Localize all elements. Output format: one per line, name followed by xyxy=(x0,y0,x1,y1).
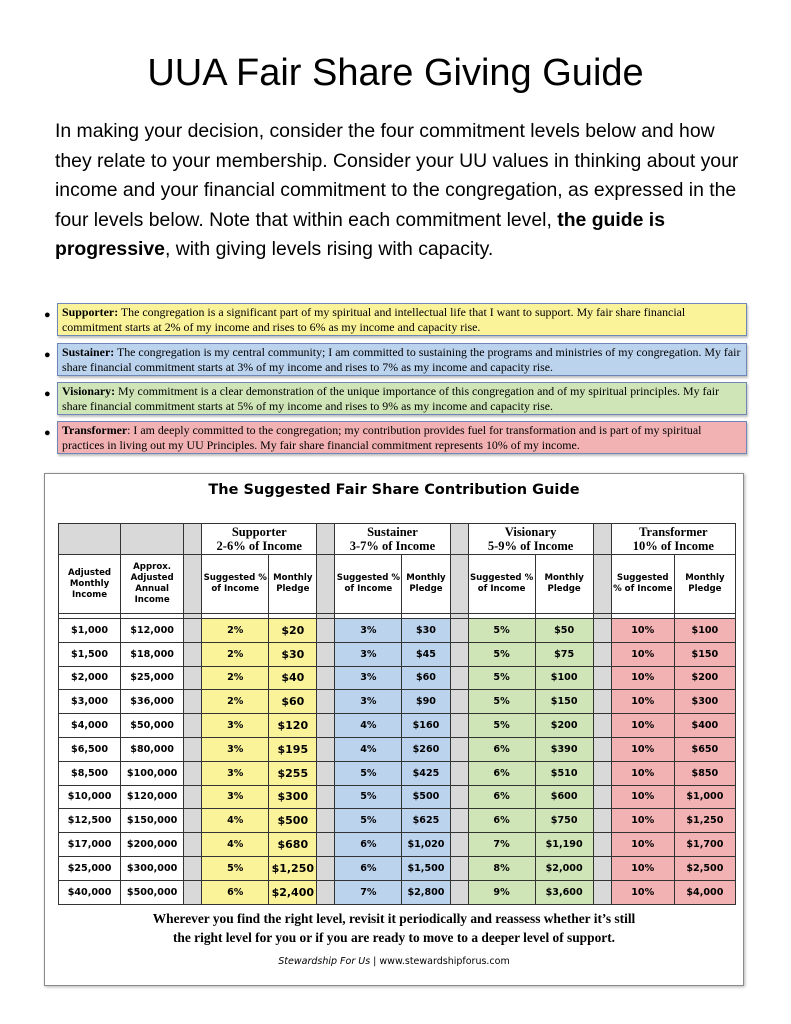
col-header-pct: Suggested % of Income xyxy=(611,555,674,614)
table-cell: 4% xyxy=(335,737,402,761)
gap-cell xyxy=(450,880,468,904)
intro-text-2: , with giving levels rising with capacity. xyxy=(164,238,494,260)
table-cell: $300 xyxy=(674,690,735,714)
gap-cell xyxy=(317,666,335,690)
table-row xyxy=(59,690,736,714)
table-cell: 3% xyxy=(335,690,402,714)
gap-cell xyxy=(184,524,202,555)
level-name: Supporter: xyxy=(62,305,119,319)
table-cell: $80,000 xyxy=(121,737,184,761)
table-cell: $200 xyxy=(535,714,593,738)
table-cell: 5% xyxy=(468,714,535,738)
credit-name: Stewardship For Us xyxy=(278,956,371,967)
table-cell: 3% xyxy=(202,714,269,738)
table-cell: $17,000 xyxy=(59,833,121,857)
gap-cell xyxy=(317,619,335,643)
level-sustainer xyxy=(57,343,747,376)
table-cell: 6% xyxy=(202,880,269,904)
table-cell: $680 xyxy=(269,833,317,857)
level-description: My commitment is a clear demonstration of the unique importance of this congregation and of my spiritual principles. My fair share financial commitment starts at 5% of my income and rises to 9% as my income and capacity rise. xyxy=(62,384,720,413)
table-cell: $30 xyxy=(402,619,450,643)
table-row xyxy=(59,809,736,833)
table-cell: $3,600 xyxy=(535,880,593,904)
column-header-row xyxy=(59,555,736,614)
gap-cell xyxy=(593,880,611,904)
gap-cell xyxy=(593,856,611,880)
level-transformer xyxy=(57,421,747,454)
gap-cell xyxy=(450,737,468,761)
table-cell: $100,000 xyxy=(121,761,184,785)
table-cell: $75 xyxy=(535,642,593,666)
col-header-annual-income: Approx. Adjusted Annual Income xyxy=(121,555,184,614)
group-header-visionary: Visionary 5-9% of Income xyxy=(468,524,593,555)
table-cell: 4% xyxy=(202,809,269,833)
table-cell: 6% xyxy=(468,761,535,785)
gap-cell xyxy=(317,690,335,714)
gap-cell xyxy=(450,690,468,714)
gap-cell xyxy=(317,642,335,666)
table-cell: 3% xyxy=(202,761,269,785)
guide-title: The Suggested Fair Share Contribution Guide xyxy=(208,482,580,498)
gap-cell xyxy=(593,690,611,714)
table-cell: $850 xyxy=(674,761,735,785)
gap-cell xyxy=(593,524,611,555)
table-cell: $10,000 xyxy=(59,785,121,809)
table-cell: $160 xyxy=(402,714,450,738)
gap-cell xyxy=(593,619,611,643)
table-cell: $50 xyxy=(535,619,593,643)
gap-cell xyxy=(317,555,335,614)
table-row xyxy=(59,642,736,666)
table-row xyxy=(59,880,736,904)
table-cell: $1,500 xyxy=(402,856,450,880)
gap-cell xyxy=(450,619,468,643)
gap-cell xyxy=(184,761,202,785)
table-cell: 3% xyxy=(335,619,402,643)
footer-line-2: the right level for you or if you are ready to move to a deeper level of support. xyxy=(172,929,616,945)
table-cell: $2,400 xyxy=(269,880,317,904)
table-cell: 2% xyxy=(202,619,269,643)
intro-text-1: In making your decision, consider the four commitment levels below and how they relate to your membership. Consider your UU values in thinking about your income and your financial commitment to the congregation, as expressed in the four levels below. Note that within each commitment level, xyxy=(55,120,739,231)
table-row xyxy=(59,714,736,738)
col-header-pledge: Monthly Pledge xyxy=(674,555,735,614)
table-cell: 4% xyxy=(202,833,269,857)
gap-cell xyxy=(317,761,335,785)
table-cell: 5% xyxy=(335,761,402,785)
col-header-pledge: Monthly Pledge xyxy=(269,555,317,614)
gap-cell xyxy=(593,809,611,833)
table-cell: 10% xyxy=(611,856,674,880)
table-cell: $150 xyxy=(535,690,593,714)
gap-cell xyxy=(184,856,202,880)
gap-cell xyxy=(593,714,611,738)
table-cell: 2% xyxy=(202,666,269,690)
table-cell: $18,000 xyxy=(121,642,184,666)
table-cell: 5% xyxy=(468,690,535,714)
table-cell: $500 xyxy=(269,809,317,833)
gap-cell xyxy=(184,737,202,761)
table-cell: 5% xyxy=(468,666,535,690)
table-cell: $50,000 xyxy=(121,714,184,738)
table-cell: $6,500 xyxy=(59,737,121,761)
gap-cell xyxy=(450,714,468,738)
guide-table xyxy=(58,523,736,905)
table-row xyxy=(59,833,736,857)
table-cell: 4% xyxy=(335,714,402,738)
group-header-supporter: Supporter 2-6% of Income xyxy=(202,524,317,555)
table-cell: $40,000 xyxy=(59,880,121,904)
table-cell: 6% xyxy=(335,856,402,880)
col-header-adjusted-income: Adjusted Monthly Income xyxy=(59,555,121,614)
table-cell: $3,000 xyxy=(59,690,121,714)
gap-cell xyxy=(593,642,611,666)
gap-cell xyxy=(317,809,335,833)
col-header-pledge: Monthly Pledge xyxy=(402,555,450,614)
table-cell: $4,000 xyxy=(674,880,735,904)
table-cell: 10% xyxy=(611,714,674,738)
gap-cell xyxy=(593,666,611,690)
page-title: UUA Fair Share Giving Guide xyxy=(147,52,644,94)
table-cell: $600 xyxy=(535,785,593,809)
gap-cell xyxy=(450,666,468,690)
gap-cell xyxy=(184,809,202,833)
gap-cell xyxy=(184,666,202,690)
level-description: : I am deeply committed to the congregation; my contribution provides fuel for transformation and is part of my spiritual practices in living out my UU Principles. My fair share financial commitment represents 10% of my income. xyxy=(62,423,702,452)
table-row xyxy=(59,619,736,643)
table-cell: $2,800 xyxy=(402,880,450,904)
table-cell: $150 xyxy=(674,642,735,666)
guide-footer xyxy=(45,910,743,947)
intro-bold-text: the guide is progressive xyxy=(55,208,665,260)
bullet-icon: ● xyxy=(44,349,51,361)
table-row xyxy=(59,737,736,761)
table-cell: $100 xyxy=(535,666,593,690)
table-cell: $300 xyxy=(269,785,317,809)
table-cell: 10% xyxy=(611,737,674,761)
table-cell: $4,000 xyxy=(59,714,121,738)
table-cell: 10% xyxy=(611,690,674,714)
gap-cell xyxy=(450,785,468,809)
table-cell: $20 xyxy=(269,619,317,643)
table-cell: $8,500 xyxy=(59,761,121,785)
table-cell: 6% xyxy=(468,785,535,809)
intro-paragraph xyxy=(55,117,755,265)
table-cell: $750 xyxy=(535,809,593,833)
table-cell: 3% xyxy=(335,666,402,690)
col-header-pct: Suggested % of Income xyxy=(335,555,402,614)
table-cell: $650 xyxy=(674,737,735,761)
gap-cell xyxy=(184,880,202,904)
credit-url[interactable]: www.stewardshipforus.com xyxy=(379,956,510,967)
gap-cell xyxy=(593,785,611,809)
table-cell: $625 xyxy=(402,809,450,833)
gap-cell xyxy=(593,761,611,785)
gap-cell xyxy=(450,833,468,857)
table-row xyxy=(59,785,736,809)
gap-cell xyxy=(593,833,611,857)
table-cell: $120,000 xyxy=(121,785,184,809)
contribution-guide xyxy=(44,473,744,986)
gap-cell xyxy=(593,737,611,761)
table-cell: $60 xyxy=(402,666,450,690)
table-cell: 7% xyxy=(335,880,402,904)
table-cell: $120 xyxy=(269,714,317,738)
table-cell: $2,000 xyxy=(535,856,593,880)
table-cell: $1,000 xyxy=(674,785,735,809)
table-cell: 8% xyxy=(468,856,535,880)
gap-cell xyxy=(317,856,335,880)
table-cell: $1,700 xyxy=(674,833,735,857)
table-cell: $2,500 xyxy=(674,856,735,880)
table-cell: 6% xyxy=(468,809,535,833)
table-cell: 5% xyxy=(335,809,402,833)
table-cell: $150,000 xyxy=(121,809,184,833)
table-cell: $260 xyxy=(402,737,450,761)
table-cell: 5% xyxy=(202,856,269,880)
table-cell: $25,000 xyxy=(121,666,184,690)
gap-cell xyxy=(317,785,335,809)
bullet-icon: ● xyxy=(44,388,51,400)
blank-header-cell xyxy=(59,524,121,555)
table-cell: $510 xyxy=(535,761,593,785)
blank-header-cell xyxy=(121,524,184,555)
table-cell: 9% xyxy=(468,880,535,904)
table-cell: 2% xyxy=(202,642,269,666)
table-cell: 5% xyxy=(468,642,535,666)
table-cell: $425 xyxy=(402,761,450,785)
table-cell: 5% xyxy=(335,785,402,809)
gap-cell xyxy=(593,555,611,614)
table-cell: 3% xyxy=(202,785,269,809)
table-cell: $25,000 xyxy=(59,856,121,880)
table-row xyxy=(59,666,736,690)
table-cell: $300,000 xyxy=(121,856,184,880)
table-cell: $1,500 xyxy=(59,642,121,666)
table-cell: 5% xyxy=(468,619,535,643)
group-header-row xyxy=(59,524,736,555)
table-cell: $1,250 xyxy=(269,856,317,880)
gap-cell xyxy=(450,761,468,785)
table-cell: $200 xyxy=(674,666,735,690)
table-cell: $500,000 xyxy=(121,880,184,904)
col-header-pct: Suggested % of Income xyxy=(202,555,269,614)
level-name: Sustainer: xyxy=(62,345,115,359)
table-cell: $100 xyxy=(674,619,735,643)
table-cell: $1,020 xyxy=(402,833,450,857)
gap-cell xyxy=(184,714,202,738)
table-row xyxy=(59,856,736,880)
col-header-pledge: Monthly Pledge xyxy=(535,555,593,614)
table-cell: $500 xyxy=(402,785,450,809)
bullet-icon: ● xyxy=(44,309,51,321)
table-cell: 10% xyxy=(611,880,674,904)
table-cell: $36,000 xyxy=(121,690,184,714)
table-cell: $1,190 xyxy=(535,833,593,857)
table-cell: 10% xyxy=(611,761,674,785)
credit-separator: | xyxy=(370,956,380,967)
gap-cell xyxy=(317,737,335,761)
table-cell: $195 xyxy=(269,737,317,761)
level-name: Visionary: xyxy=(62,384,116,398)
gap-cell xyxy=(317,880,335,904)
gap-cell xyxy=(450,642,468,666)
table-cell: $60 xyxy=(269,690,317,714)
table-cell: $400 xyxy=(674,714,735,738)
bullet-icon: ● xyxy=(44,427,51,439)
table-cell: $2,000 xyxy=(59,666,121,690)
footer-line-1: Wherever you find the right level, revisit it periodically and reassess whether it’s still xyxy=(152,911,636,926)
gap-cell xyxy=(184,555,202,614)
table-cell: 10% xyxy=(611,666,674,690)
table-cell: 10% xyxy=(611,833,674,857)
table-cell: 10% xyxy=(611,619,674,643)
table-row xyxy=(59,761,736,785)
gap-cell xyxy=(450,524,468,555)
table-cell: 2% xyxy=(202,690,269,714)
table-cell: 6% xyxy=(335,833,402,857)
col-header-pct: Suggested % of Income xyxy=(468,555,535,614)
table-cell: 6% xyxy=(468,737,535,761)
gap-cell xyxy=(450,555,468,614)
level-description: The congregation is a significant part of my spiritual and intellectual life that I want to support. My fair share financial commitment starts at 2% of my income and rises to 6% as my income and capacity rise. xyxy=(62,305,686,334)
table-cell: $12,000 xyxy=(121,619,184,643)
gap-cell xyxy=(450,856,468,880)
gap-cell xyxy=(184,833,202,857)
group-header-sustainer: Sustainer 3-7% of Income xyxy=(335,524,450,555)
table-cell: $390 xyxy=(535,737,593,761)
gap-cell xyxy=(317,714,335,738)
gap-cell xyxy=(184,642,202,666)
table-cell: $1,250 xyxy=(674,809,735,833)
table-cell: 7% xyxy=(468,833,535,857)
table-cell: $30 xyxy=(269,642,317,666)
table-cell: 3% xyxy=(202,737,269,761)
table-cell: $40 xyxy=(269,666,317,690)
table-cell: 10% xyxy=(611,809,674,833)
group-header-transformer: Transformer 10% of Income xyxy=(611,524,735,555)
table-cell: $1,000 xyxy=(59,619,121,643)
gap-cell xyxy=(317,833,335,857)
level-description: The congregation is my central community; I am committed to sustaining the programs and ministries of my congregation. My fair share financial commitment starts at 3% of my income and rises to 7% as my income and capacity rise. xyxy=(62,345,741,374)
table-cell: 10% xyxy=(611,785,674,809)
gap-cell xyxy=(184,619,202,643)
table-cell: $45 xyxy=(402,642,450,666)
level-supporter xyxy=(57,303,747,336)
table-cell: $12,500 xyxy=(59,809,121,833)
gap-cell xyxy=(450,809,468,833)
table-cell: $200,000 xyxy=(121,833,184,857)
table-cell: $90 xyxy=(402,690,450,714)
level-visionary xyxy=(57,382,747,415)
table-cell: 3% xyxy=(335,642,402,666)
table-cell: $255 xyxy=(269,761,317,785)
level-name: Transformer xyxy=(62,423,128,437)
gap-cell xyxy=(184,785,202,809)
gap-cell xyxy=(184,690,202,714)
credit-line xyxy=(45,956,743,967)
gap-cell xyxy=(317,524,335,555)
table-cell: 10% xyxy=(611,642,674,666)
